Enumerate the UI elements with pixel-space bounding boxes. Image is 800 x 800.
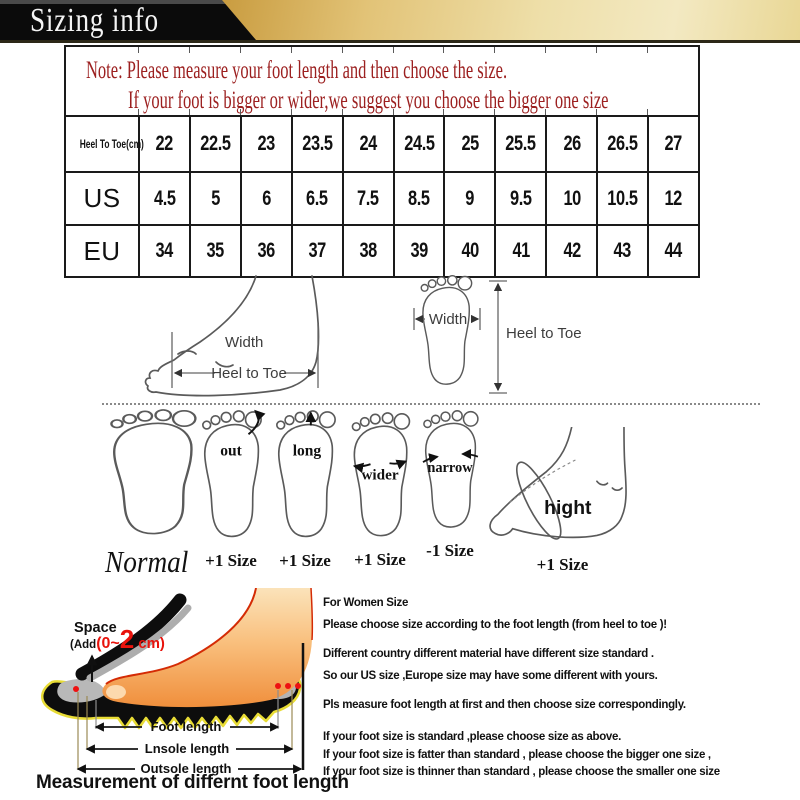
foot-type-hight [480,427,645,575]
note-line: If your foot size is standard ,please choose size as above. [323,731,622,743]
foot-size-label: +1 Size [354,550,406,569]
table-row-us [65,172,699,225]
foot-size-label: +1 Size [536,555,589,574]
size-cell [394,116,445,172]
row-label-cell [65,225,139,277]
banner-underline [0,40,800,43]
size-cell [241,116,292,172]
size-cell [292,116,343,172]
side-length-label: Heel to Toe [211,365,287,382]
outsole-length-label: Outsole length [140,761,232,776]
size-value: 22 [155,132,174,155]
size-value: 26 [562,132,581,155]
out-foot-drawing [192,409,270,545]
size-value: 43 [613,239,632,262]
foot-length-label: Foot length [150,719,222,734]
foot-type-wider [340,411,420,570]
ankle-dimple-line-2 [612,488,622,490]
size-value: 41 [512,239,530,262]
size-cell [190,172,241,225]
top-foot-measure-diagram [398,272,628,407]
note-line-1: Note: Please measure your foot length and then choose the size. [86,56,508,84]
size-value: 37 [308,239,326,262]
diagram-caption: Measurement of differnt foot length [36,772,349,793]
size-cell [444,225,495,277]
size-value: 36 [257,239,275,262]
size-value: 4.5 [153,186,176,210]
size-cell [546,225,597,277]
page-title: Sizing info [30,2,159,39]
size-cell [495,225,546,277]
note-line: Different country different material have different size standard . [323,648,654,660]
instep-dashed-line [510,460,576,503]
row-label: Heel To Toe(cm) [79,137,144,151]
size-cell [495,116,546,172]
row-label-cell [65,172,139,225]
size-value: 6.5 [306,186,328,210]
wider-foot-drawing [340,411,420,544]
size-value: 9.5 [509,186,532,210]
size-cell [648,172,699,225]
size-cell [394,172,445,225]
row-label: US [83,183,121,213]
foot-type-long [266,409,344,571]
size-cell [648,116,699,172]
size-value: 24 [359,132,377,155]
row-label-cell [65,116,144,172]
size-value: 6 [261,186,271,210]
top-foot-outline [421,276,471,385]
size-value: 7.5 [357,186,379,210]
column-stubs-top [66,47,698,53]
size-cell [597,225,648,277]
foot-size-label: +1 Size [205,551,257,570]
size-value: 23 [257,132,275,155]
size-cell [444,172,495,225]
size-value: 10 [562,186,581,210]
note-line: For Women Size [323,597,409,609]
size-value: 25 [461,132,479,155]
size-value: 42 [562,239,581,262]
size-cell [495,172,546,225]
title-banner [0,0,800,40]
size-value: 8.5 [408,186,430,210]
size-value: 27 [664,132,683,155]
note-line: Pls measure foot length at first and then choose size correspondingly. [323,699,686,711]
side-width-label: Width [225,334,264,351]
sizing-notes [323,592,793,782]
table-row-heel-to-toe [65,116,699,172]
size-value: 10.5 [607,186,638,210]
heel-marker-dot [295,683,301,689]
size-cell [343,172,394,225]
size-cell [597,116,648,172]
size-cell [139,116,190,172]
long-foot-drawing [266,409,344,545]
size-value: 5 [210,186,220,210]
foot-type-label: out [220,442,242,460]
table-row-eu [65,225,699,277]
note-row [65,46,699,116]
foot-type-label: wider [361,466,399,484]
size-cell [241,172,292,225]
note-line-2: If your foot is bigger or wider,we suggest you choose the bigger one size [128,86,609,114]
foot-type-label: narrow [427,460,473,476]
size-cell [597,172,648,225]
size-value: 24.5 [403,132,435,155]
space-formula: (Add(0~2 cm) [70,624,165,654]
size-cell [546,172,597,225]
toe-marker-dot [73,686,79,692]
top-length-label: Heel to Toe [506,325,582,342]
size-cell [241,225,292,277]
foot-type-out [192,409,270,571]
insole-length-label: Lnsole length [144,741,230,756]
size-value: 12 [664,186,683,210]
size-value: 38 [359,239,377,262]
row-label: EU [83,235,121,266]
size-conversion-table [64,45,700,278]
toe-knuckle-line [178,351,196,354]
note-line: So our US size ,Europe size may have some different with yours. [323,670,658,682]
note-cell [65,46,699,116]
size-value: 26.5 [607,132,638,155]
ankle-dimple-line [597,481,608,485]
foot-type-label: hight [544,497,592,520]
toe-highlight [106,685,126,699]
foot-size-label: +1 Size [279,551,331,570]
size-value: 22.5 [200,132,231,155]
top-width-label: Width [428,311,468,328]
heel-marker-dot [275,683,281,689]
foot-size-label: Normal [104,544,189,579]
note-line: If your foot size is fatter than standard , please choose the bigger one size , [323,748,711,761]
shoe-cross-section-diagram [30,588,330,780]
size-value: 34 [155,239,174,262]
size-value: 23.5 [302,132,333,155]
foot-type-narrow [414,409,486,561]
foot-size-label: -1 Size [426,541,474,560]
note-line: Please choose size according to the foot length (from heel to toe )! [323,619,667,631]
size-cell [444,116,495,172]
size-value: 44 [664,239,683,262]
size-value: 9 [465,186,475,210]
side-foot-measure-diagram [88,274,348,402]
size-cell [190,225,241,277]
foot-type-label: long [292,442,322,460]
size-value: 35 [206,239,225,262]
size-cell [546,116,597,172]
gold-ribbon [222,0,800,40]
size-cell [394,225,445,277]
size-cell [343,116,394,172]
hight-foot-drawing [480,427,645,549]
note-line: If your foot size is thinner than standard , please choose the smaller one size [323,766,720,778]
size-value: 40 [461,239,479,262]
size-cell [139,225,190,277]
column-stubs-bottom [66,109,698,115]
size-cell [648,225,699,277]
size-cell [139,172,190,225]
dotted-divider [102,403,760,405]
size-cell [292,225,343,277]
size-cell [292,172,343,225]
size-value: 25.5 [505,132,536,155]
size-value: 39 [410,239,428,262]
narrow-foot-drawing [414,409,486,535]
space-title: Space [74,620,117,636]
size-cell [190,116,241,172]
size-cell [343,225,394,277]
heel-marker-dot [285,683,291,689]
